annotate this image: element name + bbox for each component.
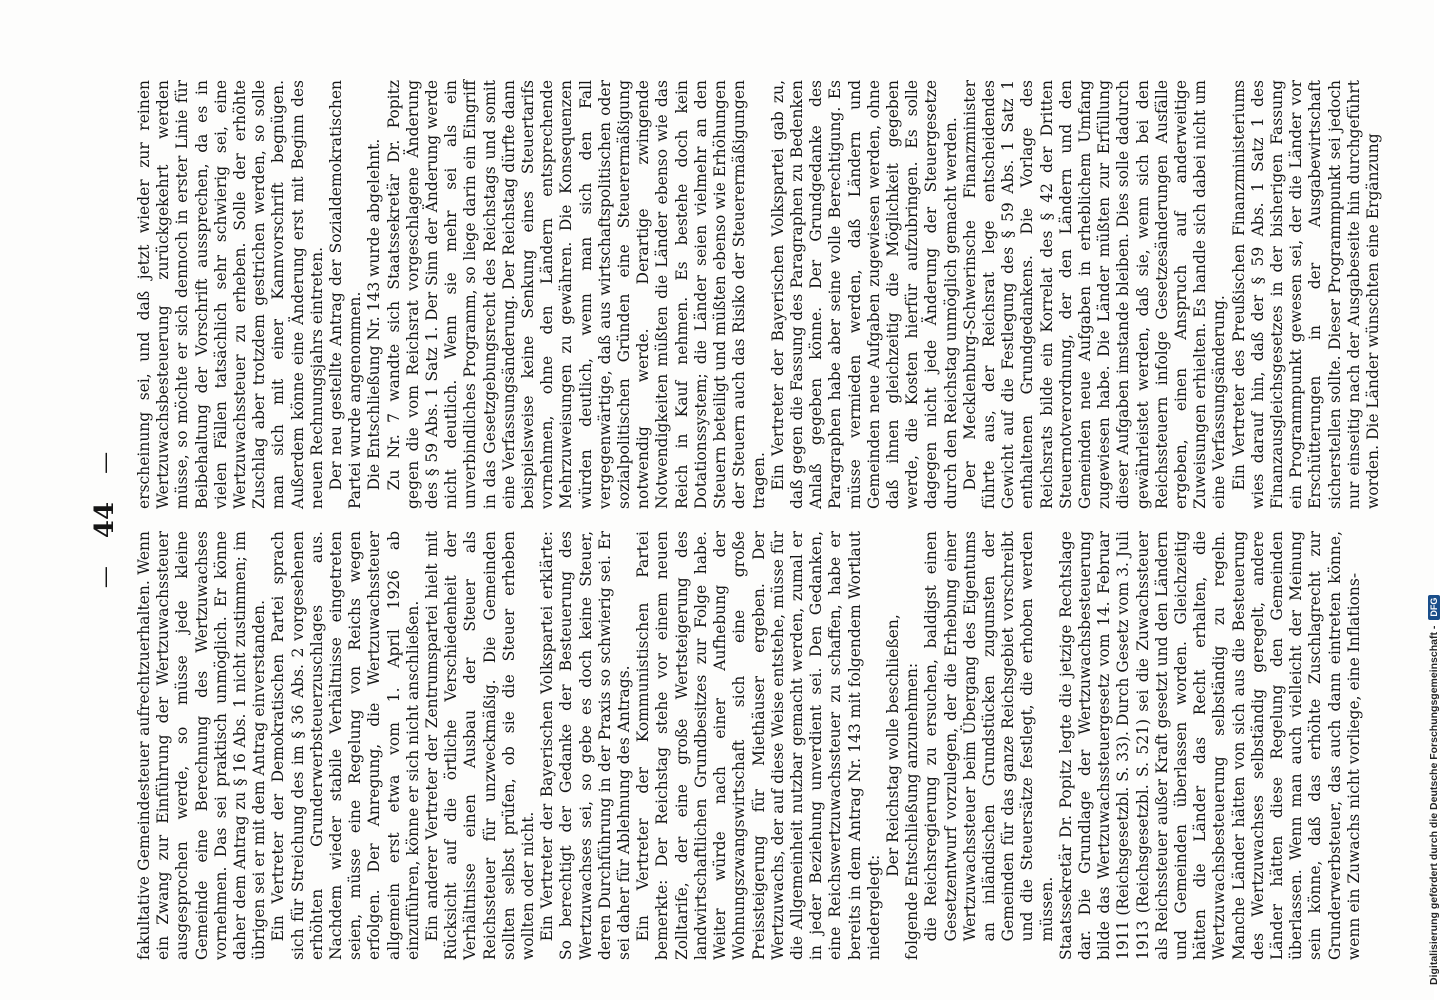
paragraph: folgende Entschließung anzunehmen:: [903, 662, 922, 960]
paragraph: erscheinung sei, und daß jetzt wieder zur reinen Wertzuwachsbesteuerung zurückgekehrt werden müsse, so möchte er sich dennoch in erster Linie für Beibehaltung der Vorschrift aussprechen, da es in vielen Fällen tatsächlich sehr schwierig sei, eine Wertzuwachssteuer zu erheben. Solle der erhöhte Zuschlag aber trotzdem gestrichen werden, so solle man sich mit einer Kannvorschrift begnügen. Außerdem könne eine Änderung erst mit Beginn des neuen Rechnungsjahrs eintreten.: [135, 80, 326, 509]
footer-credit-text: Digitalisierung gefördert durch die Deutsche Forschungsgemeinschaft -: [1428, 625, 1440, 985]
rotated-document-sheet: [85, 80, 1382, 960]
dfg-logo: DFG: [1428, 595, 1440, 620]
paragraph: Ein Vertreter der Bayerischen Volkspartei gab zu, daß gegen die Fassung des Paragraphen zu Bedenken Anlaß gegeben könne. Der Grundgedanke des Paragraphen habe aber seine volle Berechtigung. Es müsse vermieden werden, daß Ländern und Gemeinden neue Aufgaben zugewiesen werden, ohne daß ihnen gleichzeitig die Möglichkeit gegeben werde, die Kosten hierfür aufzubringen. Es solle dagegen nicht jede Änderung der Steuergesetze durch den Reichstag unmöglich gemacht werden.: [768, 80, 960, 509]
paragraph: fakultative Gemeindesteuer aufrechtzuerhalten. Wenn ein Zwang zur Einführung der Wertzuwachssteuer ausgesprochen werde, so müsse jede kleine Gemeinde eine Berechnung des Wertzuwachses vornehmen. Das sei praktisch unmöglich. Er könne daher dem Antrag zu § 16 Abs. 1 nicht zustimmen; im übrigen sei er mit dem Antrag einverstanden.: [135, 531, 269, 960]
digitization-footer: [1404, 0, 1440, 1000]
page-number: 44: [90, 501, 120, 539]
column-right: [135, 80, 1382, 509]
paragraph: Ein Vertreter der Bayerischen Volkspartei erklärte: So berechtigt der Gedanke der Besteuerung des Wertzuwachses sei, so gebe es doch keine Steuer, deren Durchführung in der Praxis so schwierig sei. Er sei daher für Ablehnung des Antrags.: [538, 531, 634, 960]
paragraph: Zu Nr. 7 wandte sich Staatssekretär Dr. Popitz gegen die vom Reichsrat vorgeschlagene Änderung des § 59 Abs. 1 Satz 1. Der Sinn der Änderung werde nicht deutlich. Wenn sie mehr sei als ein unverbindliches Programm, so liege darin ein Eingriff in das Gesetzgebungsrecht des Reichstags und somit eine Verfassungsänderung. Der Reichstag dürfte dann beispielsweise keine Senkung eines Steuertarifs vornehmen, ohne den Ländern entsprechende Mehrzuweisungen zu gewähren. Die Konsequenzen würden deutlich, wenn man sich den Fall vergegenwärtige, daß aus wirtschaftspolitischen oder sozialpolitischen Gründen eine Steuerermäßigung notwendig werde. Derartige zwingende Notwendigkeiten müßten die Länder ebenso wie das Reich in Kauf nehmen. Es bestehe doch kein Dotationssystem; die Länder seien vielmehr an den Steuern beteiligt und müßten ebenso wie Erhöhungen der Steuern auch das Risiko der Steuerermäßigungen tragen.: [384, 80, 768, 509]
paragraph: Ein Vertreter der Kommunistischen Partei bemerkte: Der Reichstag stehe vor einem neuen Zolltarife, der eine große Wertsteigerung des landwirtschaftlichen Grundbesitzes zur Folge habe. Weiter würde nach einer Aufhebung der Wohnungszwangswirtschaft sich eine große Preissteigerung für Miethäuser ergeben. Der Wertzuwachs, der auf diese Weise entstehe, müsse für die Allgemeinheit nutzbar gemacht werden, zumal er in jeder Beziehung unverdient sei. Den Gedanken, eine Reichswertzuwachssteuer zu schaffen, habe er bereits in dem Antrag Nr. 143 mit folgendem Wortlaut niedergelegt:: [634, 531, 883, 960]
paragraph: die Reichsregierung zu ersuchen, baldigst einen Gesetzentwurf vorzulegen, der die Erhebung einer Wertzuwachssteuer beim Übergang des Eigentums an inländischen Grundstücken zugunsten der Gemeinden für das ganze Reichsgebiet vorschreibt und die Steuersätze festlegt, die erhoben werden müssen.: [922, 531, 1056, 942]
column-left: [135, 531, 1363, 960]
paragraph: Der Reichstag wolle beschließen,: [883, 614, 902, 877]
paragraph: Der Mecklenburg-Schwerinsche Finanzminister führte aus, der Reichsrat lege entscheidendes Gewicht auf die Festlegung des § 59 Abs. 1 Satz 1 enthaltenen Grundgedankens. Die Vorlage des Reichsrats bilde ein Korrelat des § 42 der Dritten Steuernotverordnung, der den Ländern und den Gemeinden neue Aufgaben in erheblichem Umfang zugewiesen habe. Die Länder müßten zur Erfüllung dieser Aufgaben imstande bleiben. Dies solle dadurch gewährleistet werden, daß sie, wenn sich bei den Reichssteuern infolge Gesetzesänderungen Ausfälle ergeben, einen Anspruch auf anderweitige Zuweisungen erhielten. Es handle sich dabei nicht um eine Verfassungsänderung.: [960, 80, 1229, 509]
paragraph: Die Entschließung Nr. 143 wurde abgelehnt.: [365, 138, 384, 491]
header-dash-left: —: [92, 566, 118, 589]
paragraph: Staatssekretär Dr. Popitz legte die jetzige Rechtslage dar. Die Grundlage der Wertzuwachsbesteuerung bilde das Wertzuwachssteuergesetz vom 14. Februar 1911 (Reichsgesetzbl. S. 33). Durch Gesetz vom 3. Juli 1913 (Reichsgesetzbl. S. 521) sei die Zuwachssteuer als Reichssteuer außer Kraft gesetzt und den Ländern und Gemeinden überlassen worden. Gleichzeitig hätten die Länder das Recht erhalten, die Wertzuwachsbesteuerung selbständig zu regeln. Manche Länder hätten von sich aus die Besteuerung des Wertzuwachses selbständig geregelt, andere Länder hätten diese Regelung den Gemeinden überlassen. Wenn man auch vielleicht der Meinung sein könne, daß das erhöhte Zuschlagrecht zur Grunderwerbsteuer, das auch dann eintreten könne, wenn ein Zuwachs nicht vorliege, eine Inflations-: [1056, 531, 1363, 960]
text-columns: [135, 80, 1382, 960]
paragraph: Der neu gestellte Antrag der Sozialdemokratischen Partei wurde angenommen.: [327, 80, 365, 509]
paragraph: Ein Vertreter der Demokratischen Partei sprach sich für Streichung des im § 36 Abs. 2 vorgesehenen erhöhten Grunderwerbsteuerzuschlages aus. Nachdem wieder stabile Verhältnisse eingetreten seien, müsse eine Regelung von Reichs wegen erfolgen. Der Anregung, die Wertzuwachssteuer allgemein erst etwa vom 1. April 1926 ab einzuführen, könne er sich nicht anschließen.: [269, 531, 422, 960]
page-header: [85, 80, 125, 960]
paragraph: Ein anderer Vertreter der Zentrumspartei hielt mit Rücksicht auf die örtliche Verschiedenheit der Verhältnisse einen Ausbau der Steuer als Reichssteuer für unzweckmäßig. Die Gemeinden sollten selbst prüfen, ob sie die Steuer erheben wollten oder nicht.: [423, 531, 538, 960]
paragraph: Ein Vertreter des Preußischen Finanzministeriums wies darauf hin, daß der § 59 Abs. 1 Satz 1 des Finanzausgleichsgesetzes in der bisherigen Fassung ein Programmpunkt gewesen sei, der die Länder vor Erschütterungen in der Ausgabewirtschaft sicherstellen sollte. Dieser Programmpunkt sei jedoch nur einseitig nach der Ausgabeseite hin durchgeführt worden. Die Länder wünschten eine Ergänzung: [1229, 80, 1382, 509]
header-dash-right: —: [92, 451, 118, 474]
